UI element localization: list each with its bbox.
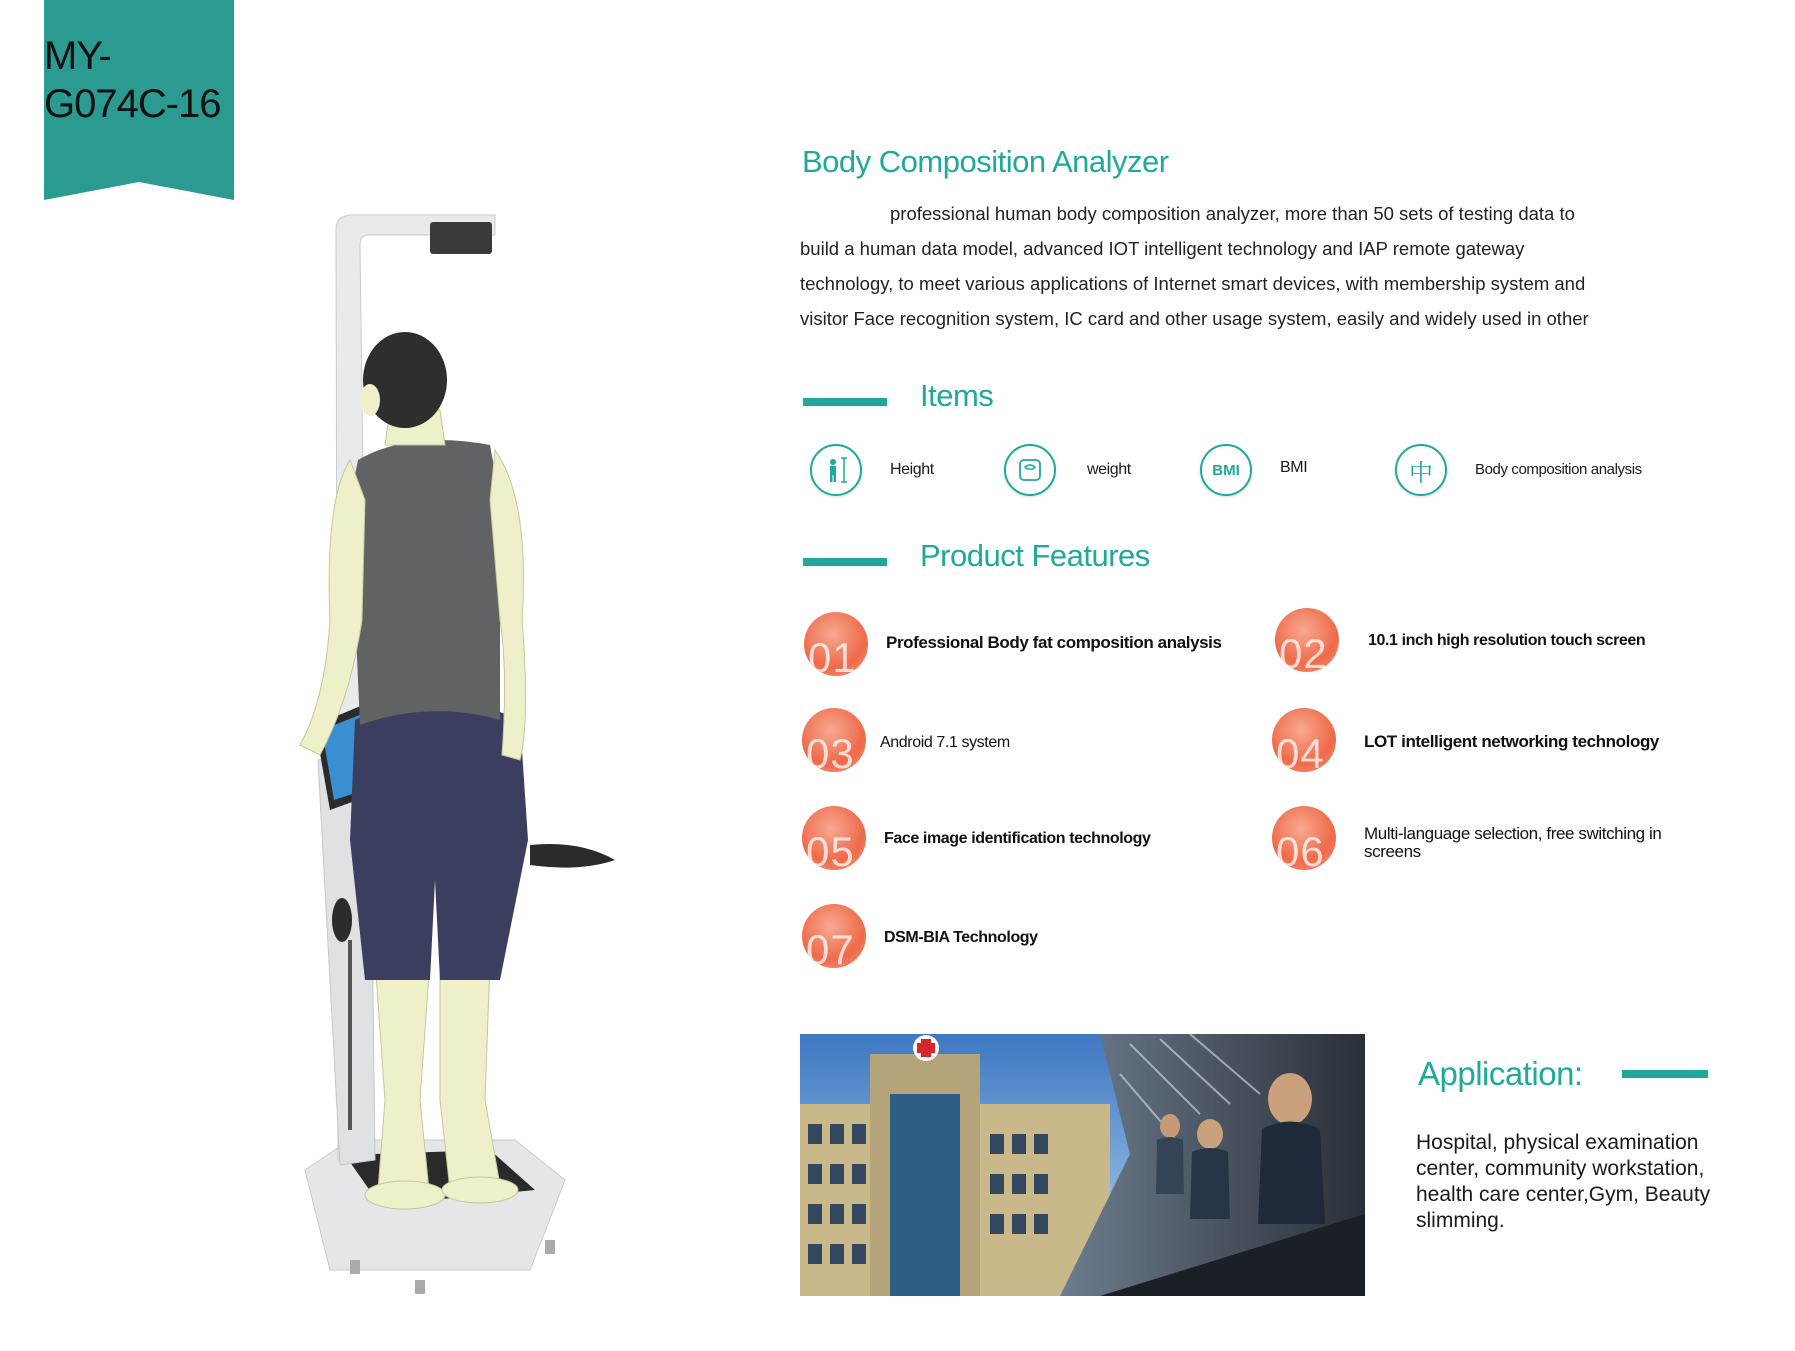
feature-label-07: DSM-BIA Technology: [884, 929, 1038, 946]
feature-label-02: 10.1 inch high resolution touch screen: [1368, 632, 1646, 649]
body-analyzer-illustration: [290, 200, 630, 1310]
item-label-bmi: BMI: [1280, 459, 1308, 476]
feature-number-05: 05: [802, 806, 866, 870]
feature-label-06: Multi-language selection, free switching in screens: [1364, 824, 1662, 861]
bmi-icon: BMI: [1200, 444, 1252, 496]
item-label-body-composition: Body composition analysis: [1475, 461, 1642, 478]
feature-number-04: 04: [1272, 708, 1336, 772]
application-text: Hospital, physical examination center, community workstation, health care center,Gym, Beauty slimming.: [1416, 1131, 1711, 1232]
product-title: Body Composition Analyzer: [802, 144, 1169, 179]
feature-label-04: LOT intelligent networking technology: [1364, 732, 1659, 751]
feature-number-07: 07: [802, 904, 866, 968]
person-height-icon: [810, 444, 862, 496]
feature-label-01: Professional Body fat composition analysis: [886, 633, 1222, 652]
application-heading-bar: [1622, 1070, 1708, 1078]
body-composition-icon: 中: [1395, 444, 1447, 496]
features-heading: Product Features: [920, 538, 1150, 573]
items-heading: Items: [920, 378, 994, 413]
application-photo: [800, 1034, 1365, 1296]
feature-label-05: Face image identification technology: [884, 830, 1151, 847]
item-label-weight: weight: [1087, 461, 1131, 478]
product-description: professional human body composition analyzer, more than 50 sets of testing data to build a human data model, advanced IOT intelligent technology and IAP remote gateway technology, to meet various applications of Internet smart devices, with membership system and visitor Face recognition system, IC card and other usage system, easily and widely used in other: [800, 203, 1589, 329]
feature-number-06: 06: [1272, 806, 1336, 870]
model-number: MY- G074C-16: [44, 34, 221, 126]
feature-label-03: Android 7.1 system: [880, 734, 1010, 751]
feature-number-02: 02: [1275, 608, 1339, 672]
scale-icon: [1004, 444, 1056, 496]
feature-number-03: 03: [802, 708, 866, 772]
features-heading-bar: [803, 558, 887, 566]
item-label-height: Height: [890, 461, 934, 478]
feature-number-01: 01: [804, 612, 868, 676]
application-heading: Application:: [1418, 1055, 1583, 1092]
items-heading-bar: [803, 398, 887, 406]
